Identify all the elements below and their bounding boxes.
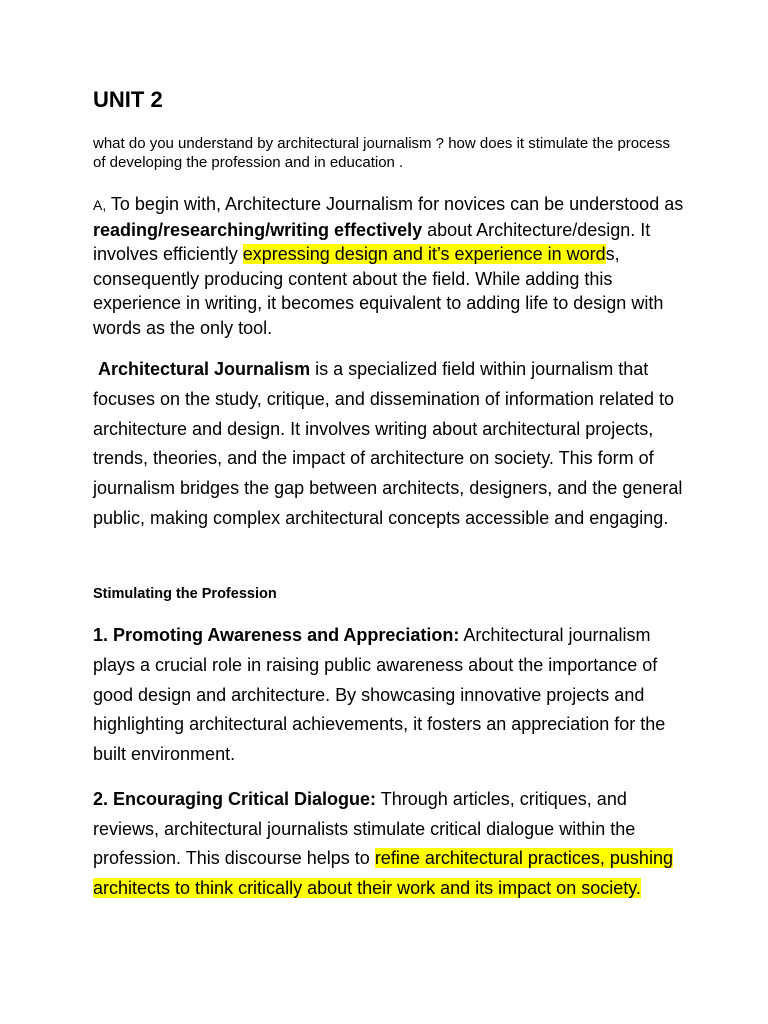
- point-1-paragraph: [93, 621, 693, 770]
- definition-text: is a specialized field within journalism that focuses on the study, critique, and dissemination of information related to architecture and design. It involves writing about architectural projects, trends, theories, and the impact of architecture on society. This form of journalism bridges the gap between architects, designers, and the general public, making complex architectural concepts accessible and engaging.: [93, 359, 683, 528]
- point-2-text: Through articles, critiques, and reviews, architectural journalists stimulate critical dialogue within the profession. This discourse helps to: [93, 789, 636, 869]
- point-2-highlight: refine architectural practices, pushing architects to think critically about their work and its impact on society.: [93, 848, 673, 898]
- answer-intro-bold: reading/researching/writing effectively: [93, 219, 423, 240]
- unit-title: UNIT 2: [93, 87, 163, 112]
- answer-intro-text-1: To begin with, Architecture Journalism for novices can be understood as: [106, 194, 684, 214]
- question-text: what do you understand by architectural journalism ? how does it stimulate the process of developing the profession and in education .: [93, 135, 670, 171]
- point-1-heading: 1. Promoting Awareness and Appreciation:: [93, 625, 460, 645]
- answer-intro-paragraph: [93, 192, 693, 341]
- section-heading: Stimulating the Profession: [93, 586, 277, 602]
- point-2-paragraph: [93, 785, 693, 903]
- answer-intro-text-3: s, consequently producing content about the field. While adding this experience in writing, it becomes equivalent to adding life to design with words as the only tool.: [93, 244, 664, 338]
- definition-bold-term: Architectural Journalism: [98, 359, 311, 379]
- point-1-text: Architectural journalism plays a crucial role in raising public awareness about the importance of good design and architecture. By showcasing innovative projects and highlighting architectural achievements, it fosters an appreciation for the built environment.: [93, 625, 666, 765]
- definition-paragraph: [93, 355, 693, 534]
- point-2-heading: 2. Encouraging Critical Dialogue:: [93, 789, 377, 809]
- answer-prefix: A,: [93, 197, 107, 213]
- answer-intro-text-2: about Architecture/design. It involves efficiently: [93, 219, 651, 265]
- answer-intro-highlight: expressing design and it’s experience in word: [242, 244, 606, 265]
